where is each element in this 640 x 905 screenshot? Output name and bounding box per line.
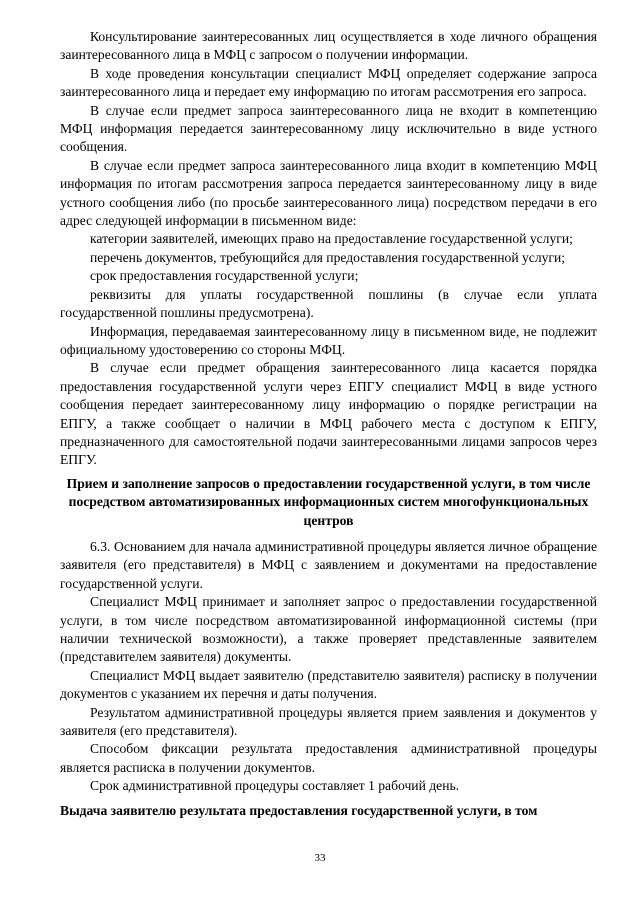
list-item: срок предоставления государственной услуги; [90, 268, 359, 284]
paragraph: Результатом административной процедуры является прием заявления и документов у заявителя (его представителя). [60, 704, 597, 739]
page-number: 33 [314, 852, 326, 864]
paragraph: Способом фиксации результата предоставления административной процедуры является расписка в получении документов. [60, 741, 597, 775]
paragraph: Срок административной процедуры составляет 1 рабочий день. [90, 778, 460, 794]
paragraph: В случае если предмет запроса заинтересованного лица не входит в компетенцию МФЦ информация передается заинтересованному лицу исключительно в виде устного сообщения. [60, 102, 597, 155]
section-heading: Выдача заявителю результата предоставления государственной услуги, в том [60, 802, 538, 818]
paragraph: В ходе проведения консультации специалист МФЦ определяет содержание запроса заинтересованного лица и передает ему информацию по итогам рассмотрения его запроса. [60, 65, 597, 100]
paragraph: В случае если предмет обращения заинтересованного лица касается порядка предоставления государственной услуги через ЕПГУ специалист МФЦ в виде устного сообщения передает заинтересованному лицу информацию о порядке регистрации на ЕПГУ, а также сообщает о наличии в МФЦ рабочего места с доступом к ЕПГУ, предназначенного для самостоятельной подачи заинтересованными лицами запросов через ЕПГУ. [60, 360, 597, 468]
document-body [60, 28, 597, 820]
list-item: перечень документов, требующийся для предоставления государственной услуги; [90, 249, 566, 265]
list-item: категории заявителей, имеющих право на предоставление государственной услуги; [90, 231, 573, 247]
list-item: реквизиты для уплаты государственной пошлины (в случае если уплата государственной пошлины предусмотрена). [60, 286, 597, 321]
paragraph: Консультирование заинтересованных лиц осуществляется в ходе личного обращения заинтересованного лица в МФЦ с запросом о получении информации. [60, 29, 597, 63]
paragraph: Информация, передаваемая заинтересованному лицу в письменном виде, не подлежит официальному удостоверению со стороны МФЦ. [60, 323, 597, 357]
paragraph: Специалист МФЦ выдает заявителю (представителю заявителя) расписку в получении документов с указанием их перечня и даты получения. [60, 667, 597, 702]
paragraph: 6.3. Основанием для начала административной процедуры является личное обращение заявителя (его представителя) в МФЦ с заявлением и документами на предоставление государственной услуги. [60, 538, 597, 591]
section-heading: Прием и заполнение запросов о предоставлении государственной услуги, в том числе посредством автоматизированных информационных систем многофункциональных центров [66, 475, 591, 528]
paragraph: В случае если предмет запроса заинтересованного лица входит в компетенцию МФЦ информация по итогам рассмотрения запроса передается заинтересованному лицу в виде устного сообщения либо (по просьбе заинтересованного лица) посредством передачи в его адрес следующей информации в письменном виде: [60, 157, 597, 229]
paragraph: Специалист МФЦ принимает и заполняет запрос о предоставлении государственной услуги, в том числе посредством автоматизированной информационной системы (при наличии технической возможности), а также проверяет представленные заявителем (представителем заявителя) документы. [60, 594, 597, 665]
